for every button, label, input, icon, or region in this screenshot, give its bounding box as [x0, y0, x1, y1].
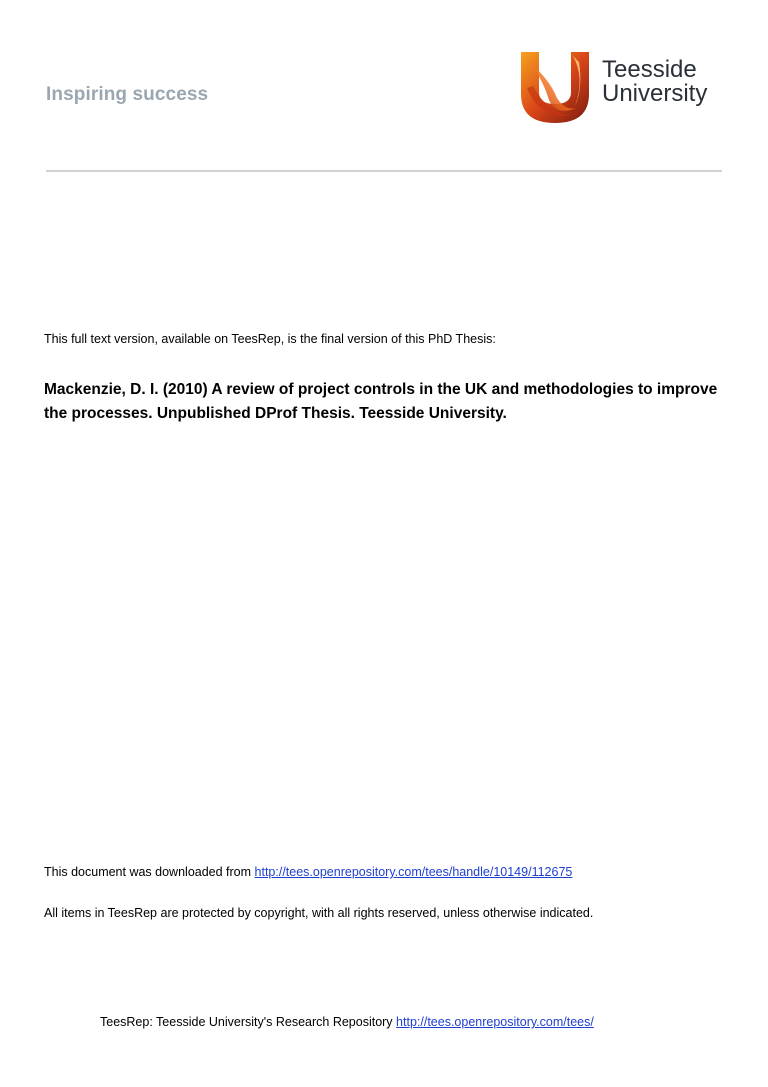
logo-wordmark [602, 58, 707, 106]
footer-repository-link[interactable]: http://tees.openrepository.com/tees/ [396, 1015, 594, 1029]
download-line [44, 865, 572, 879]
citation: Mackenzie, D. I. (2010) A review of project controls in the UK and methodologies to improve the processes. Unpublished DProf Thesis. Teesside University. [44, 381, 718, 422]
copyright-notice: All items in TeesRep are protected by copyright, with all rights reserved, unless otherwise indicated. [44, 906, 594, 920]
footer-prefix: TeesRep: Teesside University's Research Repository [100, 1015, 397, 1029]
teesside-u-mark-icon [519, 48, 591, 124]
logo-line-1: Teesside [602, 56, 697, 83]
header-divider [46, 170, 722, 172]
download-link[interactable]: http://tees.openrepository.com/tees/handle/10149/112675 [254, 865, 573, 879]
logo-line-2: University [602, 80, 708, 107]
tagline: Inspiring success [46, 84, 209, 105]
footer [100, 1015, 594, 1029]
intro-text: This full text version, available on TeesRep, is the final version of this PhD Thesis: [44, 332, 496, 346]
download-prefix: This document was downloaded from [44, 865, 255, 879]
university-logo [519, 48, 724, 126]
